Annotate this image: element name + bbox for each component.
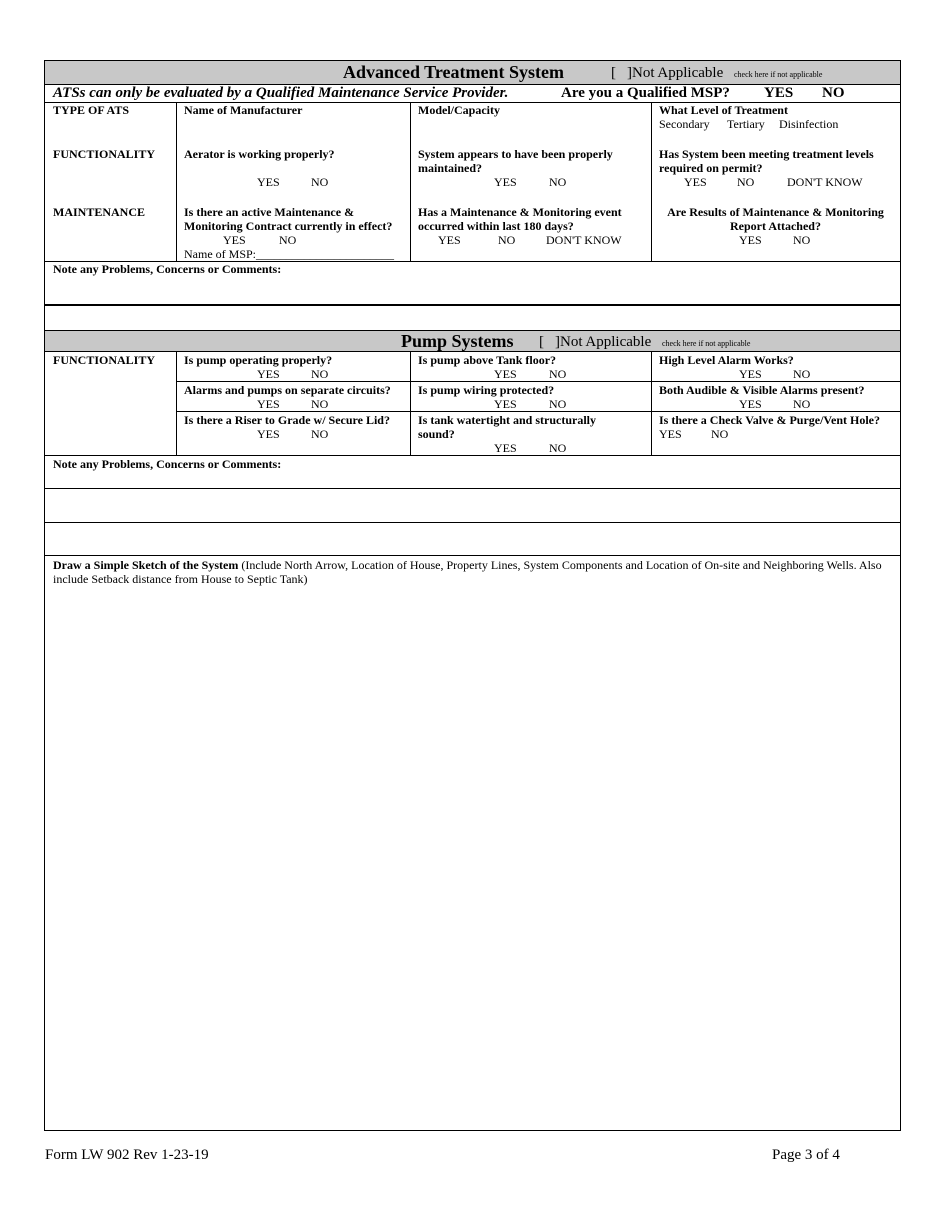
- wiring-yes[interactable]: YES: [494, 397, 517, 411]
- type-of-ats-label: TYPE OF ATS: [53, 103, 130, 117]
- model-label: Model/Capacity: [418, 103, 500, 117]
- manufacturer-label: Name of Manufacturer: [184, 103, 303, 117]
- pump-header: [45, 331, 900, 351]
- divider: [410, 102, 411, 261]
- pump-functionality-label: FUNCTIONALITY: [53, 353, 156, 367]
- alarm-works-yes[interactable]: YES: [739, 367, 762, 381]
- divider: [176, 411, 900, 412]
- wiring-question: Is pump wiring protected?: [418, 383, 555, 397]
- treatment-tertiary[interactable]: Tertiary: [727, 117, 765, 131]
- pump-na-label: ]Not Applicable: [555, 334, 652, 350]
- aerator-no[interactable]: NO: [311, 175, 329, 189]
- sketch-area[interactable]: [45, 591, 900, 1129]
- alarm-works-no[interactable]: NO: [793, 367, 811, 381]
- pump-na-hint: check here if not applicable: [662, 339, 751, 348]
- sketch-instructions: [53, 558, 895, 586]
- ats-na-hint: check here if not applicable: [734, 70, 823, 79]
- pump-operating-yes[interactable]: YES: [257, 367, 280, 381]
- contract-yes[interactable]: YES: [223, 233, 246, 247]
- divider: [410, 351, 411, 455]
- msp-name-field[interactable]: Name of MSP:_______________________: [184, 247, 394, 261]
- divider: [45, 455, 900, 456]
- pump-operating-question: Is pump operating properly?: [184, 353, 333, 367]
- divider: [45, 488, 900, 489]
- event-no[interactable]: NO: [498, 233, 516, 247]
- meeting-question-line1: Has System been meeting treatment levels: [659, 147, 874, 161]
- check-valve-no[interactable]: NO: [711, 427, 729, 441]
- report-no[interactable]: NO: [793, 233, 811, 247]
- pump-floor-no[interactable]: NO: [549, 367, 567, 381]
- maintained-question-line1: System appears to have been properly: [418, 147, 613, 161]
- watertight-yes[interactable]: YES: [494, 441, 517, 455]
- treatment-disinfection[interactable]: Disinfection: [779, 117, 839, 131]
- riser-no[interactable]: NO: [311, 427, 329, 441]
- treatment-level-label: What Level of Treatment: [659, 103, 788, 117]
- maintained-yes[interactable]: YES: [494, 175, 517, 189]
- meeting-yes[interactable]: YES: [684, 175, 707, 189]
- form-id: Form LW 902 Rev 1-23-19: [45, 1147, 209, 1163]
- divider: [45, 555, 900, 556]
- watertight-question-line2: sound?: [418, 427, 455, 441]
- divider: [45, 304, 900, 306]
- divider: [45, 522, 900, 523]
- msp-no[interactable]: NO: [822, 85, 845, 101]
- separate-circuits-question: Alarms and pumps on separate circuits?: [184, 383, 391, 397]
- ats-notes-label: Note any Problems, Concerns or Comments:: [53, 262, 282, 276]
- divider: [45, 351, 900, 352]
- ats-header: [45, 61, 900, 84]
- watertight-no[interactable]: NO: [549, 441, 567, 455]
- riser-question: Is there a Riser to Grade w/ Secure Lid?: [184, 413, 390, 427]
- pump-floor-yes[interactable]: YES: [494, 367, 517, 381]
- ats-na-bracket[interactable]: [: [611, 65, 616, 81]
- maintained-no[interactable]: NO: [549, 175, 567, 189]
- divider: [651, 351, 652, 455]
- ats-notice-row: [45, 84, 900, 102]
- event-question-line2: occurred within last 180 days?: [418, 219, 574, 233]
- watertight-question-line1: Is tank watertight and structurally: [418, 413, 597, 427]
- divider: [176, 351, 177, 455]
- meeting-no[interactable]: NO: [737, 175, 755, 189]
- msp-question: Are you a Qualified MSP?: [561, 85, 730, 101]
- riser-yes[interactable]: YES: [257, 427, 280, 441]
- contract-no[interactable]: NO: [279, 233, 297, 247]
- separate-circuits-no[interactable]: NO: [311, 397, 329, 411]
- ats-notice: ATSs can only be evaluated by a Qualified Maintenance Service Provider.: [53, 85, 509, 101]
- page-number: Page 3 of 4: [772, 1147, 840, 1163]
- aerator-question: Aerator is working properly?: [184, 147, 335, 161]
- maintained-question-line2: maintained?: [418, 161, 483, 175]
- event-question-line1: Has a Maintenance & Monitoring event: [418, 205, 622, 219]
- report-yes[interactable]: YES: [739, 233, 762, 247]
- ats-na-label: ]Not Applicable: [627, 65, 724, 81]
- check-valve-yes[interactable]: YES: [659, 427, 682, 441]
- inspection-form: [44, 60, 901, 1131]
- divider: [176, 102, 177, 261]
- contract-question-line2: Monitoring Contract currently in effect?: [184, 219, 393, 233]
- contract-question-line1: Is there an active Maintenance &: [184, 205, 355, 219]
- wiring-no[interactable]: NO: [549, 397, 567, 411]
- msp-yes[interactable]: YES: [764, 85, 794, 101]
- sketch-title: Draw a Simple Sketch of the System: [53, 558, 239, 572]
- pump-operating-no[interactable]: NO: [311, 367, 329, 381]
- report-question-line1: Are Results of Maintenance & Monitoring: [667, 205, 884, 219]
- event-dont-know[interactable]: DON'T KNOW: [546, 233, 622, 247]
- pump-floor-question: Is pump above Tank floor?: [418, 353, 557, 367]
- audible-visible-yes[interactable]: YES: [739, 397, 762, 411]
- pump-na-bracket[interactable]: [: [539, 334, 544, 350]
- alarm-works-question: High Level Alarm Works?: [659, 353, 794, 367]
- treatment-secondary[interactable]: Secondary: [659, 117, 710, 131]
- check-valve-question: Is there a Check Valve & Purge/Vent Hole?: [659, 413, 880, 427]
- ats-title: Advanced Treatment System: [343, 62, 564, 82]
- meeting-question-line2: required on permit?: [659, 161, 763, 175]
- event-yes[interactable]: YES: [438, 233, 461, 247]
- ats-maintenance-label: MAINTENANCE: [53, 205, 146, 219]
- pump-title: Pump Systems: [401, 331, 514, 351]
- ats-functionality-label: FUNCTIONALITY: [53, 147, 156, 161]
- divider: [651, 102, 652, 261]
- sketch-details: (Include North Arrow, Location of House, Property Lines, System Components and Location of On-site and Neighboring Wells. Also include Setback distance from House to Septic Tank): [53, 558, 882, 586]
- audible-visible-question: Both Audible & Visible Alarms present?: [659, 383, 865, 397]
- pump-notes-label: Note any Problems, Concerns or Comments:: [53, 457, 282, 471]
- report-question-line2: Report Attached?: [730, 219, 821, 233]
- audible-visible-no[interactable]: NO: [793, 397, 811, 411]
- separate-circuits-yes[interactable]: YES: [257, 397, 280, 411]
- aerator-yes[interactable]: YES: [257, 175, 280, 189]
- divider: [176, 381, 900, 382]
- meeting-dont-know[interactable]: DON'T KNOW: [787, 175, 863, 189]
